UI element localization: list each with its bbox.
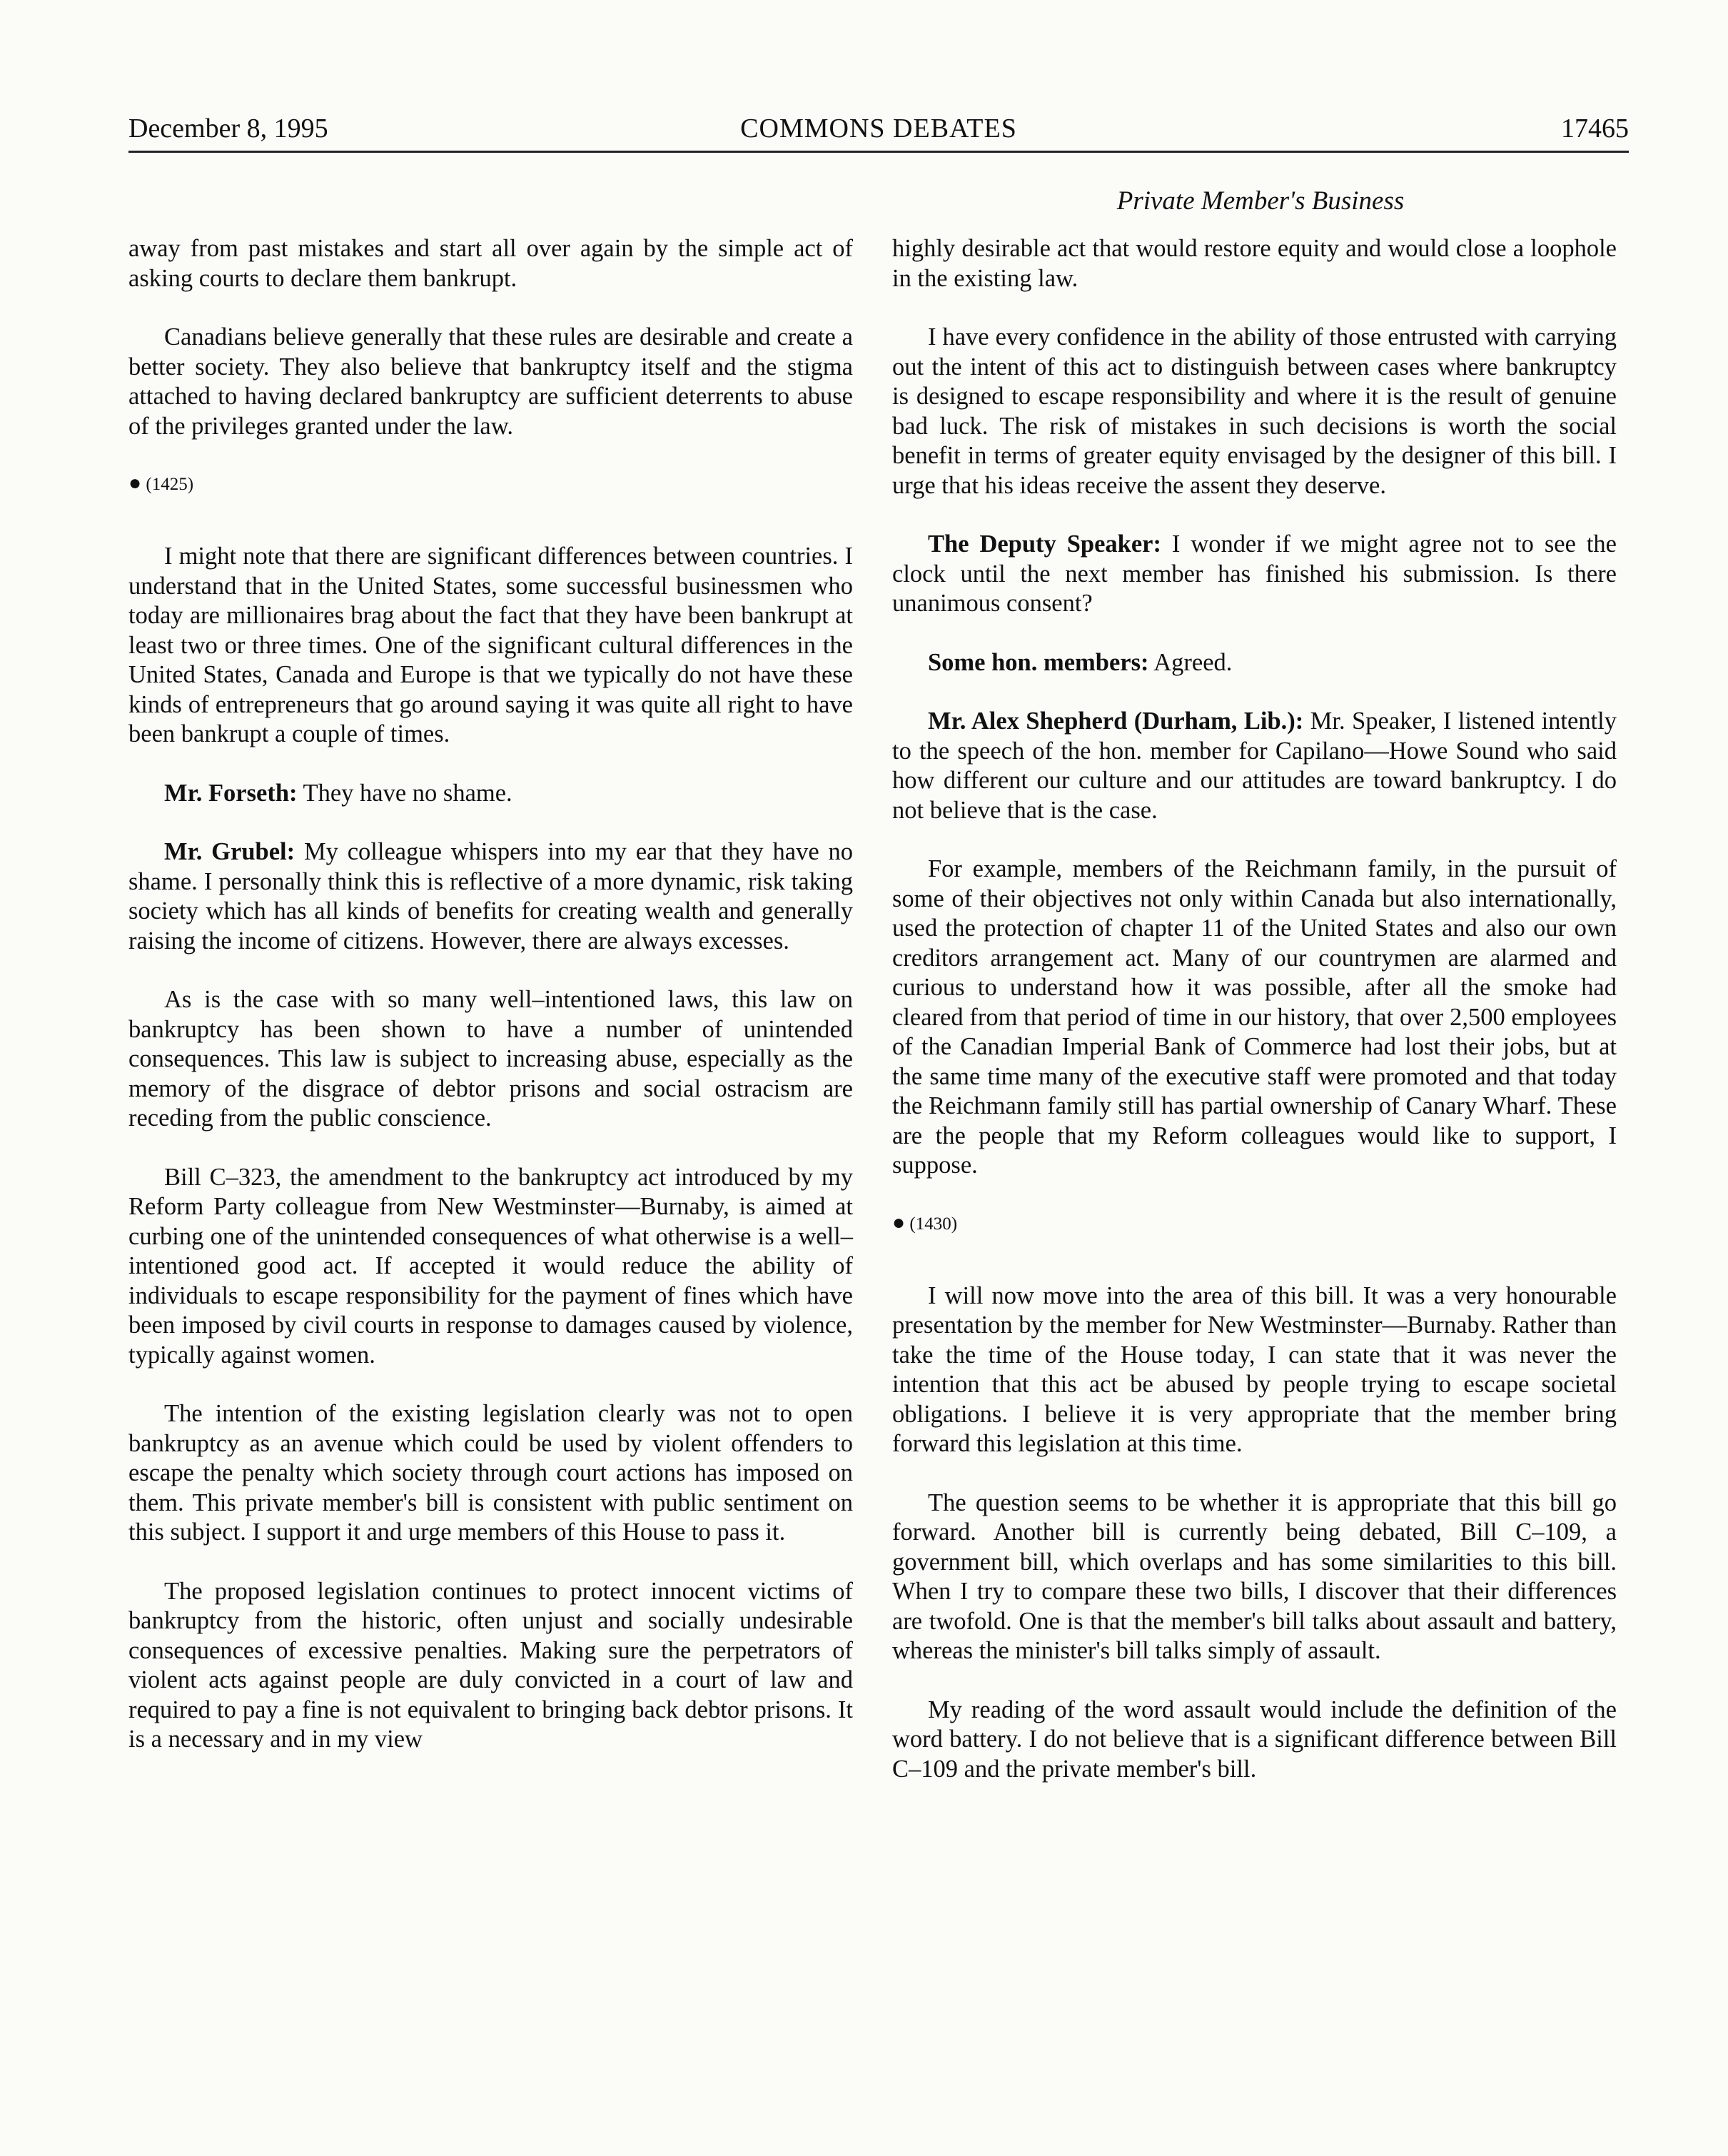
paragraph: I have every confidence in the ability of those entrusted with carrying out the intent of this act to distinguish between cases where bankruptcy is designed to escape responsibility and where it is the result of genuine bad luck. The risk of mistakes in such decisions is worth the social benefit in terms of greater equity envisaged by the designer of this bill. I urge that his ideas receive the assent they deserve. xyxy=(892,323,1617,499)
bullet-icon: ● xyxy=(128,471,142,495)
section-title: Private Member's Business xyxy=(1116,186,1405,216)
paragraph: I will now move into the area of this bill. It was a very honourable presentation by the member for New Westminster—Burnaby. Rather than take the time of the House today, I can state that it was never the intention that this act be abused by people trying to escape societal obligations. I believe it is very appropriate that the member bring forward this legislation at this time. xyxy=(892,1281,1617,1457)
header-date: December 8, 1995 xyxy=(128,114,328,143)
speaker-name: Mr. Alex Shepherd (Durham, Lib.): xyxy=(928,707,1304,735)
header-page-number: 17465 xyxy=(1561,114,1629,143)
speech-text: My colleague whispers into my ear that they have no shame. I personally think this is reflective of a more dynamic, risk taking society which has all kinds of benefits for creating wealth and generally raising the income of citizens. However, there are always excesses. xyxy=(128,838,853,954)
speaker-name: Mr. Grubel: xyxy=(164,838,295,865)
paragraph: As is the case with so many well–intentioned laws, this law on bankruptcy has been shown to have a number of unintended consequences. This law is subject to increasing abuse, especially as the memory of the disgrace of debtor prisons and social ostracism are receding from the public conscience. xyxy=(128,986,853,1132)
paragraph: I might note that there are significant differences between countries. I understand that in the United States, some successful businessmen who today are millionaires brag about the fact that they have been bankrupt at least two or three times. One of the significant cultural differences in the United States, Canada and Europe is that we typically do not have these kinds of entrepreneurs that go around saying it was quite all right to have been bankrupt a couple of times. xyxy=(128,543,853,747)
paragraph xyxy=(128,779,853,809)
paragraph: The intention of the existing legislation clearly was not to open bankruptcy as an avenue which could be used by violent offenders to escape the penalty which society through court actions has imposed on them. This private member's bill is consistent with public sentiment on this subject. I support it and urge members of this House to pass it. xyxy=(128,1400,853,1546)
paragraph xyxy=(128,837,853,956)
speaker-name: Mr. Forseth: xyxy=(164,779,298,807)
time-marker xyxy=(128,470,853,498)
paragraph xyxy=(892,707,1617,825)
paragraph xyxy=(892,530,1617,619)
time-marker-label: (1430) xyxy=(909,1214,958,1234)
paragraph xyxy=(892,648,1617,678)
page-header xyxy=(128,107,1629,153)
paragraph: away from past mistakes and start all over again by the simple act of asking courts to declare them bankrupt. xyxy=(128,235,853,292)
speaker-name: Some hon. members: xyxy=(928,648,1149,676)
speech-text: Agreed. xyxy=(1148,648,1233,676)
time-marker xyxy=(892,1210,1617,1237)
paragraph: highly desirable act that would restore equity and would close a loophole in the existing law. xyxy=(892,235,1617,292)
speech-text: They have no shame. xyxy=(297,779,512,807)
header-journal-title: COMMONS DEBATES xyxy=(740,114,1017,143)
right-column xyxy=(892,234,1617,1813)
header-rule xyxy=(128,151,1629,153)
paragraph: My reading of the word assault would include the definition of the word battery. I do not believe that is a significant difference between Bill C–109 and the private member's bill. xyxy=(892,1696,1617,1783)
speech-text: Mr. Speaker, I listened intently to the speech of the hon. member for Capilano—Howe Sound who said how different our culture and our attitudes are toward bankruptcy. I do not believe that is the case. xyxy=(892,707,1617,824)
paragraph: Canadians believe generally that these rules are desirable and create a better society. They also believe that bankruptcy itself and the stigma attached to having declared bankruptcy are sufficient deterrents to abuse of the privileges granted under the law. xyxy=(128,323,853,440)
paragraph: The proposed legislation continues to protect innocent victims of bankruptcy from the historic, often unjust and socially undesirable consequences of excessive penalties. Making sure the perpetrators of violent acts against people are duly convicted in a court of law and required to pay a fine is not equivalent to bringing back debtor prisons. It is a necessary and in my view xyxy=(128,1577,853,1753)
bullet-icon: ● xyxy=(892,1210,906,1234)
left-column xyxy=(128,234,853,1784)
speech-text: I wonder if we might agree not to see the clock until the next member has finished his submission. Is there unanimous consent? xyxy=(892,530,1617,617)
speaker-name: The Deputy Speaker: xyxy=(928,530,1161,558)
paragraph: Bill C–323, the amendment to the bankruptcy act introduced by my Reform Party colleague from New Westminster—Burnaby, is aimed at curbing one of the unintended consequences of what otherwise is a well–intentioned good act. If accepted it would reduce the ability of individuals to escape responsibility for the payment of fines which have been imposed by civil courts in response to damages caused by violence, typically against women. xyxy=(128,1163,853,1369)
time-marker-label: (1425) xyxy=(146,475,194,494)
paragraph: The question seems to be whether it is appropriate that this bill go forward. Another bill is currently being debated, Bill C–109, a government bill, which overlaps and has some similarities to this bill. When I try to compare these two bills, I discover that their differences are twofold. One is that the member's bill talks about assault and battery, whereas the minister's bill talks simply of assault. xyxy=(892,1488,1617,1664)
paragraph: For example, members of the Reichmann family, in the pursuit of some of their objectives not only within Canada but also internationally, used the protection of chapter 11 of the United States and also our own creditors arrangement act. Many of our countrymen are alarmed and curious to understand how it was possible, after all the smoke had cleared from that period of time in our history, that over 2,500 employees of the Canadian Imperial Bank of Commerce had lost their jobs, but at the same time many of the executive staff were promoted and that today the Reichmann family still has partial ownership of Canary Wharf. These are the people that my Reform colleagues would like to support, I suppose. xyxy=(892,855,1617,1179)
